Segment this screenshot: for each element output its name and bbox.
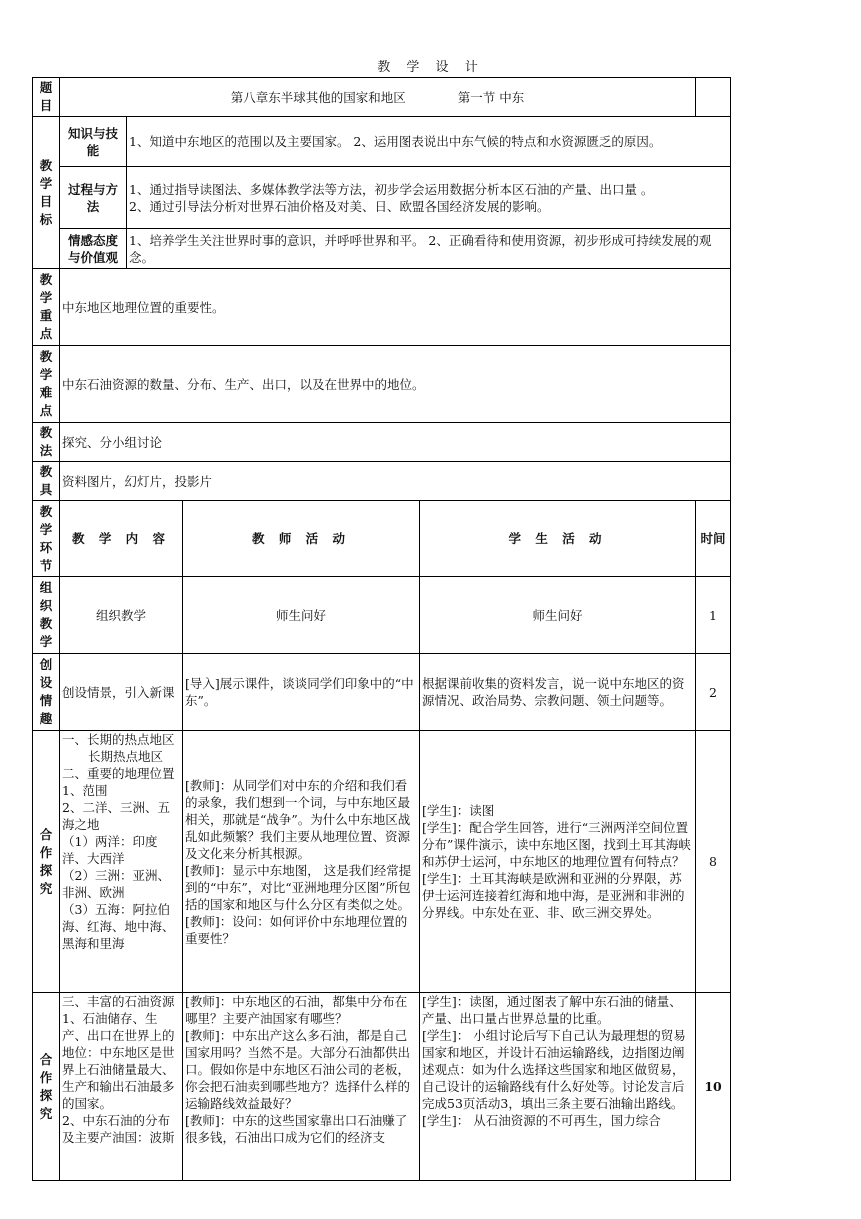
key-point-text: 中东地区地理位置的重要性。 <box>60 269 731 346</box>
teacher-explore-1 <box>183 731 420 993</box>
process-label: 过程与方法 <box>60 167 127 229</box>
content-explore-1-line: （3）五海：阿拉伯海、红海、地中海、黑海和里海 <box>62 902 175 951</box>
teacher-explore-1-para: [教师]：显示中东地图， 这是我们经常提到的“中东”，对比“亚洲地理分区图”所包括的国家和地区与什么分区有类似之处。 <box>185 862 412 912</box>
content-explore-1-line: 二、重要的地理位置 <box>62 766 175 781</box>
content-explore-2-line: 1、石油储存、生产、出口在世界上的地位：中东地区是世界上石油储量最大、生产和输出石油最多的国家。 <box>62 1011 175 1111</box>
objective-process-row <box>33 167 731 229</box>
student-explore-1-para: [学生]：配合学生回答，进行“三洲两洋空间位置分布”课件演示，读中东地区图，找到土耳其海峡和苏伊士运河，中东地区的地理位置有何特点？ <box>422 820 691 869</box>
topic-label: 题 目 <box>33 78 60 117</box>
student-explore-2-para: [学生]： 小组讨论后写下自己认为最理想的贸易国家和地区，并设计石油运输路线，边指图边阐述观点：如为什么选择这些国家和地区做贸易，自己设计的运输路线有什么好处等。讨论发言后完成53页活动3，填出三条主要石油输出路线。 <box>422 1028 686 1111</box>
method-row <box>33 423 731 462</box>
lesson-plan-table <box>32 77 731 1181</box>
key-point-label: 教 学 重 点 <box>33 269 60 346</box>
teacher-explore-1-para: [教师]：设问：如何评价中东地理位置的重要性？ <box>185 913 408 946</box>
emotion-text: 1、培养学生关注世界时事的意识，并呼呼世界和平。 2、正确看待和使用资源，初步形成可持续发展的观念。 <box>127 229 731 269</box>
topic-row <box>33 78 731 117</box>
student-header: 学 生 活 动 <box>420 501 696 577</box>
tools-text: 资料图片，幻灯片，投影片 <box>60 462 731 501</box>
activity-row-organize <box>33 577 731 654</box>
time-explore-1: 8 <box>696 731 731 993</box>
student-explore-1 <box>420 731 696 993</box>
knowledge-text: 1、知道中东地区的范围以及主要国家。 2、运用图表说出中东气候的特点和水资源匮乏的原因。 <box>127 117 731 167</box>
process-line-1: 1、通过指导读图法、多媒体教学法等方法，初步学会运用数据分析本区石油的产量、出口量 。 <box>129 181 654 197</box>
knowledge-label: 知识与技能 <box>60 117 127 167</box>
teacher-explore-2-para: [教师]：中东的这些国家靠出口石油赚了很多钱，石油出口成为它们的经济支 <box>185 1113 408 1145</box>
difficulty-text: 中东石油资源的数量、分布、生产、出口，以及在世界中的地位。 <box>60 346 731 423</box>
key-point-row <box>33 269 731 346</box>
process-line-2: 2、通过引导法分析对世界石油价格及对美、日、欧盟各国经济发展的影响。 <box>129 198 550 214</box>
teacher-header: 教 师 活 动 <box>183 501 420 577</box>
content-explore-1-line: 长期热点地区 <box>88 749 164 764</box>
time-intro: 2 <box>696 654 731 731</box>
activity-row-explore-1 <box>33 731 731 993</box>
section-title: 第一节 中东 <box>457 89 525 105</box>
objective-emotion-row <box>33 229 731 269</box>
student-explore-2-para: [学生]：读图，通过图表了解中东石油的储量、产量、出口量占世界总量的比重。 <box>422 994 682 1026</box>
content-explore-2-line: 三、丰富的石油资源 <box>62 994 175 1009</box>
stage-explore-1: 合 作 探 究 <box>33 731 60 993</box>
stage-explore-2: 合 作 探 究 <box>33 993 60 1181</box>
tools-row <box>33 462 731 501</box>
teacher-explore-2 <box>183 993 420 1181</box>
teacher-explore-2-para: [教师]：中东出产这么多石油，都是自己国家用吗？当然不是。大部分石油都供出口。假如你是中东地区石油公司的老板，你会把石油卖到哪些地方？选择什么样的运输路线效益最好？ <box>185 1028 411 1111</box>
content-explore-2 <box>60 993 183 1181</box>
time-explore-2: 10 <box>696 993 731 1181</box>
content-intro: 创设情景，引入新课 <box>60 654 183 731</box>
student-intro: 根据课前收集的资料发言，说一说中东地区的资源情况、政治局势、宗教问题、领土问题等。 <box>420 654 696 731</box>
student-explore-1-para: [学生]：土耳其海峡是欧洲和亚洲的分界限，苏伊士运河连接着红海和地中海，是亚洲和非洲的分界线。中东处在亚、非、欧三洲交界处。 <box>422 871 685 920</box>
student-organize: 师生问好 <box>420 577 696 654</box>
content-explore-2-line: 2、中东石油的分布及主要产油国：波斯 <box>62 1113 175 1145</box>
time-header: 时间 <box>696 501 731 577</box>
method-label: 教 法 <box>33 423 60 462</box>
objectives-label: 教 学 目 标 <box>33 117 60 269</box>
emotion-label: 情感态度与价值观 <box>60 229 127 269</box>
activity-row-intro <box>33 654 731 731</box>
page-title: 教 学 设 计 <box>377 60 484 75</box>
topic-empty-cell <box>696 78 731 117</box>
tools-label: 教 具 <box>33 462 60 501</box>
stage-header: 教 学 环 节 <box>33 501 60 577</box>
student-explore-2-para: [学生]： 从石油资源的不可再生，国力综合 <box>422 1113 661 1128</box>
content-explore-1 <box>60 731 183 993</box>
time-organize: 1 <box>696 577 731 654</box>
content-organize: 组织教学 <box>60 577 183 654</box>
content-explore-1-line: 2、二洋、三洲、五海之地 <box>62 800 170 832</box>
activity-header-row <box>33 501 731 577</box>
stage-organize: 组 织 教 学 <box>33 577 60 654</box>
objective-knowledge-row <box>33 117 731 167</box>
difficulty-label: 教 学 难 点 <box>33 346 60 423</box>
activity-row-explore-2 <box>33 993 731 1181</box>
stage-intro: 创 设 情 趣 <box>33 654 60 731</box>
teacher-explore-2-para: [教师]：中东地区的石油，都集中分布在哪里？主要产油国家有哪些？ <box>185 994 408 1026</box>
process-text <box>127 167 731 229</box>
teacher-organize: 师生问好 <box>183 577 420 654</box>
difficulty-row <box>33 346 731 423</box>
teacher-explore-1-para: [教师]：从同学们对中东的介绍和我们看的录象，我们想到一个词，与中东地区最相关，那就是“战争”。为什么中东地区战乱如此频繁？我们主要从地理位置、资源及文化来分析其根源。 <box>185 777 411 861</box>
content-header: 教 学 内 容 <box>60 501 183 577</box>
content-explore-1-line: （2）三洲：亚洲、非洲、欧洲 <box>62 868 170 900</box>
content-explore-1-line: 一、长期的热点地区 <box>62 732 175 747</box>
student-explore-2 <box>420 993 696 1181</box>
method-text: 探究、分小组讨论 <box>60 423 731 462</box>
student-explore-1-para: [学生]：读图 <box>422 803 495 818</box>
teacher-intro: [导入]展示课件，谈谈同学们印象中的“中东”。 <box>183 654 420 731</box>
topic-cell <box>60 78 696 117</box>
content-explore-1-line: （1）两洋：印度洋、大西洋 <box>62 834 158 866</box>
content-explore-1-line: 1、范围 <box>62 783 108 798</box>
chapter-title: 第八章东半球其他的国家和地区 <box>230 89 406 105</box>
